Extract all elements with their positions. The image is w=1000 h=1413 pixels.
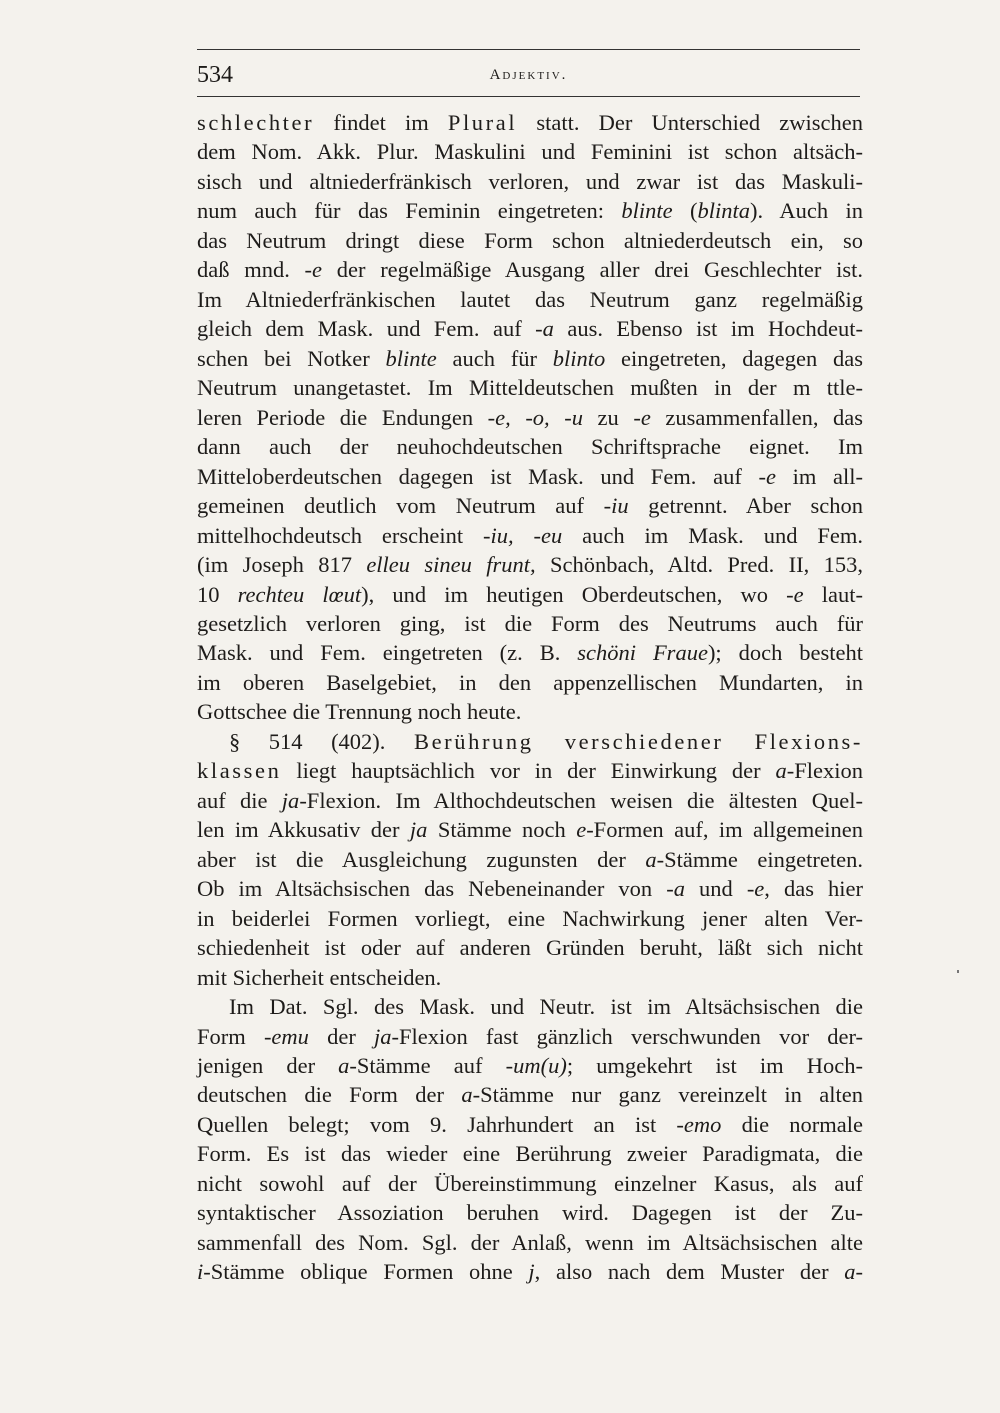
text-segment: syntaktischer Assoziation beruhen wird. Dagegen ist der Zu- [197, 1200, 863, 1226]
text-segment: Gottschee die Trennung noch heute. [197, 699, 522, 725]
text-segment: sisch und altniederfränkisch verloren, und zwar ist das Maskuli- [197, 168, 863, 194]
text-line [197, 403, 863, 432]
text-segment: § 514 (402). [229, 728, 414, 754]
spaced-text: klassen [197, 758, 282, 784]
page-header [197, 60, 860, 90]
text-segment: -Stämme auf [349, 1053, 506, 1078]
text-line [197, 815, 863, 844]
text-segment: Neutrum unangetastet. Im Mitteldeutschen mußten in der m ttle- [197, 375, 863, 401]
italic-text: -e [633, 404, 651, 430]
text-segment: -Flexion. Im Althochdeutschen weisen die ältesten Quel- [299, 787, 864, 813]
text-segment: dann auch der neuhochdeutschen Schriftsprache eignet. Im [197, 434, 863, 460]
text-segment: Mask. und Fem. eingetreten (z. B. [197, 640, 578, 666]
text-segment: mittelhochdeutsch erscheint [197, 522, 483, 548]
italic-text: -e, -o, -u [487, 404, 583, 430]
text-segment: Form. Es ist das wieder eine Berührung zweier Paradigmata, die [197, 1141, 863, 1167]
text-segment: auf die [197, 787, 282, 813]
italic-text: ja [281, 787, 300, 813]
text-line [197, 550, 863, 579]
italic-text: j [528, 1259, 535, 1285]
text-segment: Schönbach, Altd. Pred. II, 153, [535, 552, 863, 578]
text-segment: ). Auch in [750, 198, 863, 224]
text-line [197, 874, 863, 903]
text-segment: schen bei Notker [197, 345, 386, 371]
text-segment: im all- [775, 463, 863, 489]
text-line [197, 344, 863, 373]
text-line [197, 697, 863, 726]
text-line [197, 1139, 863, 1168]
text-segment: -Stämme nur ganz vereinzelt in alten [472, 1082, 863, 1108]
text-line [197, 521, 863, 550]
text-segment: (im Joseph 817 [197, 552, 367, 578]
italic-text: -iu, -eu [482, 522, 563, 548]
text-segment: -Formen auf, im allgemeinen [586, 817, 863, 843]
paper-speck [957, 970, 959, 973]
text-segment: sammenfall des Nom. Sgl. der Anlaß, wenn im Altsächsischen alte [197, 1229, 863, 1255]
text-segment: Stämme noch [427, 817, 577, 843]
text-line [197, 756, 863, 785]
italic-text: -e [746, 876, 765, 902]
text-line [197, 1198, 863, 1227]
text-segment: -Flexion fast gänzlich verschwunden vor der- [391, 1023, 863, 1049]
header-rule-top [197, 49, 860, 50]
text-segment: und [684, 876, 747, 902]
italic-text: blinto [552, 345, 606, 371]
text-segment: num auch für das Feminin eingetreten: [197, 198, 622, 224]
text-line [197, 1257, 863, 1286]
text-line [197, 432, 863, 461]
text-segment: im oberen Baselgebiet, in den appenzellischen Mundarten, in [197, 669, 863, 695]
text-line [197, 668, 863, 697]
text-segment: Ob im Altsächsischen das Nebeneinander von [197, 876, 667, 902]
italic-text: -emu [263, 1023, 309, 1049]
running-head: Adjektiv. [489, 67, 568, 83]
text-segment: len im Akkusativ der [197, 817, 410, 843]
text-line [197, 609, 863, 638]
text-segment: schiedenheit ist oder auf anderen Gründen beruht, läßt sich nicht [197, 935, 863, 961]
text-line [197, 933, 863, 962]
text-line [197, 285, 863, 314]
text-line [197, 108, 863, 137]
text-line [197, 226, 863, 255]
italic-text: ja [373, 1023, 392, 1049]
text-segment: das Neutrum dringt diese Form schon altniederdeutsch ein, so [197, 227, 863, 253]
text-segment: Form [197, 1023, 264, 1049]
spaced-text: Berührung verschiedener Flexions- [413, 728, 863, 754]
text-segment: auch im Mask. und Fem. [562, 522, 863, 548]
page-number: 534 [197, 62, 233, 88]
italic-text: -a [666, 876, 685, 902]
text-line [197, 963, 863, 992]
text-segment: laut- [803, 581, 863, 607]
text-segment: , also nach dem Muster der [534, 1259, 845, 1285]
text-segment: die normale [721, 1111, 863, 1137]
text-segment: eingetreten, dagegen das [605, 345, 863, 371]
text-segment: aber ist die Ausgleichung zugunsten der [197, 846, 646, 872]
text-segment: daß mnd. [197, 257, 305, 283]
italic-text: ja [409, 817, 428, 843]
text-line [197, 167, 863, 196]
italic-text: i [197, 1259, 204, 1285]
text-line [197, 462, 863, 491]
italic-text: blinta [697, 198, 751, 224]
text-line [197, 1051, 863, 1080]
italic-text: -emo [676, 1111, 722, 1137]
text-segment: getrennt. Aber schon [628, 493, 864, 519]
text-line [197, 638, 863, 667]
text-line [197, 255, 863, 284]
text-segment: jenigen der [197, 1053, 339, 1078]
text-segment: -Stämme eingetreten. [656, 846, 863, 872]
text-segment: findet im [314, 110, 448, 135]
text-segment: der [308, 1023, 374, 1049]
italic-text: elleu sineu frunt, [366, 552, 536, 578]
text-line [197, 1169, 863, 1198]
text-segment: mit Sicherheit entscheiden. [197, 964, 442, 990]
text-segment: deutschen die Form der [197, 1082, 462, 1108]
text-segment: 10 [197, 581, 238, 607]
text-line [197, 845, 863, 874]
italic-text: schöni Fraue [577, 640, 708, 666]
italic-text: a [775, 758, 787, 784]
spaced-text: schlechter [197, 110, 315, 135]
text-segment: zusammenfallen, das [650, 404, 863, 430]
italic-text: a- [844, 1259, 863, 1285]
text-segment: Im Altniederfränkischen lautet das Neutrum ganz regelmäßig [197, 286, 863, 312]
italic-text: e [576, 817, 587, 843]
text-segment: ; umgekehrt ist im Hoch- [566, 1053, 863, 1078]
text-segment: liegt hauptsächlich vor in der Einwirkung der [281, 758, 776, 784]
body-text [197, 108, 863, 1287]
text-line [197, 314, 863, 343]
italic-text: blinte [621, 198, 673, 224]
spaced-text: Plural [447, 110, 518, 135]
text-line [197, 904, 863, 933]
text-line [197, 196, 863, 225]
text-segment: gemeinen deutlich vom Neutrum auf [197, 493, 604, 519]
italic-text: a [645, 846, 657, 872]
text-line [197, 1022, 863, 1051]
text-segment: Quellen belegt; vom 9. Jahrhundert an ist [197, 1111, 677, 1137]
text-segment: gesetzlich verloren ging, ist die Form des Neutrums auch für [197, 610, 863, 636]
text-segment: der regelmäßige Ausgang aller drei Geschlechter ist. [322, 257, 863, 283]
text-segment: dem Nom. Akk. Plur. Maskulini und Feminini ist schon altsäch- [197, 139, 863, 165]
text-segment: nicht sowohl auf der Übereinstimmung einzelner Kasus, als auf [197, 1170, 863, 1196]
text-line [197, 1110, 863, 1139]
text-segment: statt. Der Unterschied zwischen [517, 110, 864, 135]
italic-text: -e [758, 463, 776, 489]
text-line [197, 1228, 863, 1257]
text-segment: -Flexion [786, 758, 863, 784]
italic-text: rechteu lœut [237, 581, 362, 607]
text-segment: leren Periode die Endungen [197, 404, 488, 430]
text-line [197, 786, 863, 815]
text-segment: gleich dem Mask. und Fem. auf [197, 316, 536, 342]
text-line [197, 1080, 863, 1109]
text-segment: ); doch besteht [707, 640, 864, 666]
text-line [197, 727, 863, 756]
italic-text: a [338, 1053, 350, 1078]
header-rule-bottom [197, 96, 860, 97]
text-segment: zu [582, 404, 634, 430]
italic-text: a [461, 1082, 473, 1108]
text-segment: -Stämme oblique Formen ohne [203, 1259, 529, 1285]
italic-text: blinte [385, 345, 437, 371]
text-segment: ), und im heutigen Oberdeutschen, wo [361, 581, 787, 607]
italic-text: -a [535, 316, 554, 342]
text-line [197, 992, 863, 1021]
text-segment: ( [672, 198, 698, 224]
text-line [197, 491, 863, 520]
italic-text: -e [786, 581, 804, 607]
text-segment: Im Dat. Sgl. des Mask. und Neutr. ist im Altsächsischen die [229, 994, 863, 1020]
italic-text: -iu [603, 493, 629, 519]
text-segment: Mitteloberdeutschen dagegen ist Mask. und Fem. auf [197, 463, 759, 489]
text-segment: aus. Ebenso ist im Hochdeut- [553, 316, 863, 342]
text-segment: auch für [436, 345, 553, 371]
text-line [197, 580, 863, 609]
italic-text: -e [304, 257, 323, 283]
italic-text: -um(u) [505, 1053, 567, 1078]
text-segment: in beiderlei Formen vorliegt, eine Nachwirkung jener alten Ver- [197, 905, 863, 931]
text-line [197, 373, 863, 402]
text-line [197, 137, 863, 166]
text-segment: , das hier [764, 876, 863, 902]
